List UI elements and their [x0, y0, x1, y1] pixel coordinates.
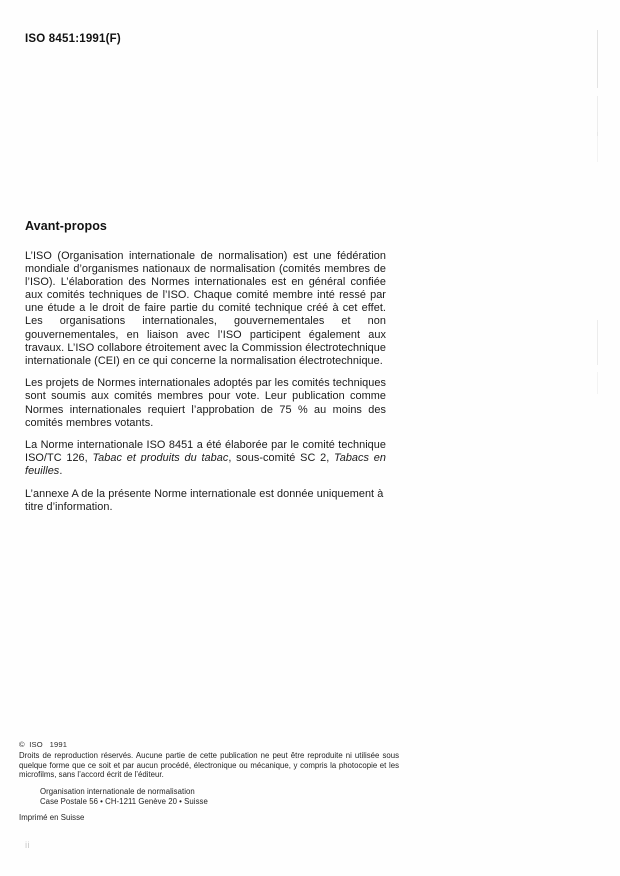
document-standard-reference: ISO 8451:1991(F) — [25, 33, 121, 45]
reproduction-rights-notice: Droits de reproduction réservés. Aucune partie de cette publication ne peut être reproduite ni utilisée sous quelque forme que ce soit et par aucun procédé, électronique ou mécanique, y compris la photocopie et les microfilms, sans l’accord écrit de l’éditeur. — [19, 751, 399, 780]
foreword-paragraph-4: L’annexe A de la présente Norme internationale est donnée uniquement à titre d’information. — [25, 488, 384, 514]
scan-artifact-mark — [597, 320, 598, 365]
publisher-address — [19, 787, 399, 807]
publisher-organisation-name: Organisation internationale de normalisation — [40, 786, 195, 796]
paragraph-3-text-part-1: La Norme internationale ISO 8451 a été élaborée par le comité technique ISO/TC 126, — [25, 439, 386, 465]
scan-artifact-mark — [597, 132, 598, 162]
scan-artifact-mark — [597, 372, 598, 394]
committee-title-italic: Tabac et produits du tabac — [92, 452, 229, 465]
paragraph-3-text-part-2: , sous-comité SC 2, — [228, 452, 335, 465]
subcommittee-title-italic: Tabacs en feuilles — [25, 452, 386, 478]
page-title: Avant-propos — [25, 219, 107, 233]
scan-artifact-mark — [597, 96, 598, 136]
foreword-body — [25, 250, 386, 514]
publisher-postal-address: Case Postale 56 • CH-1211 Genève 20 • Suisse — [40, 796, 208, 806]
copyright-notice: © ISO 1991 — [19, 740, 68, 749]
footer-copyright-block — [19, 740, 399, 823]
page-number: ii — [25, 840, 30, 851]
printed-in-notice: Imprimé en Suisse — [19, 813, 85, 823]
foreword-paragraph-3 — [25, 439, 386, 478]
foreword-paragraph-2: Les projets de Normes internationales adoptés par les comités techniques sont soumis aux comités membres pour vote. Leur publication comme Normes internationales requiert l’approbation de 75 % au moins des comités membres votants. — [25, 377, 386, 429]
scan-artifact-mark — [597, 30, 598, 88]
paragraph-3-text-part-3: . — [59, 465, 63, 478]
foreword-paragraph-1: L’ISO (Organisation internationale de normalisation) est une fédération mondiale d’organismes nationaux de normalisation (comités membres de l’ISO). L’élaboration des Normes internationales est en général confiée aux comités techniques de l’ISO. Chaque comité membre inté ressé par une étude a le droit de faire partie du comité technique créé à cet effet. Les organisations internationales, gouvernementales et non gouvernementales, en liaison avec l’ISO participent également aux travaux. L’ISO collabore étroitement avec la Commission électrotechnique internationale (CEI) en ce qui concerne la normalisation électrotechnique. — [25, 250, 386, 367]
